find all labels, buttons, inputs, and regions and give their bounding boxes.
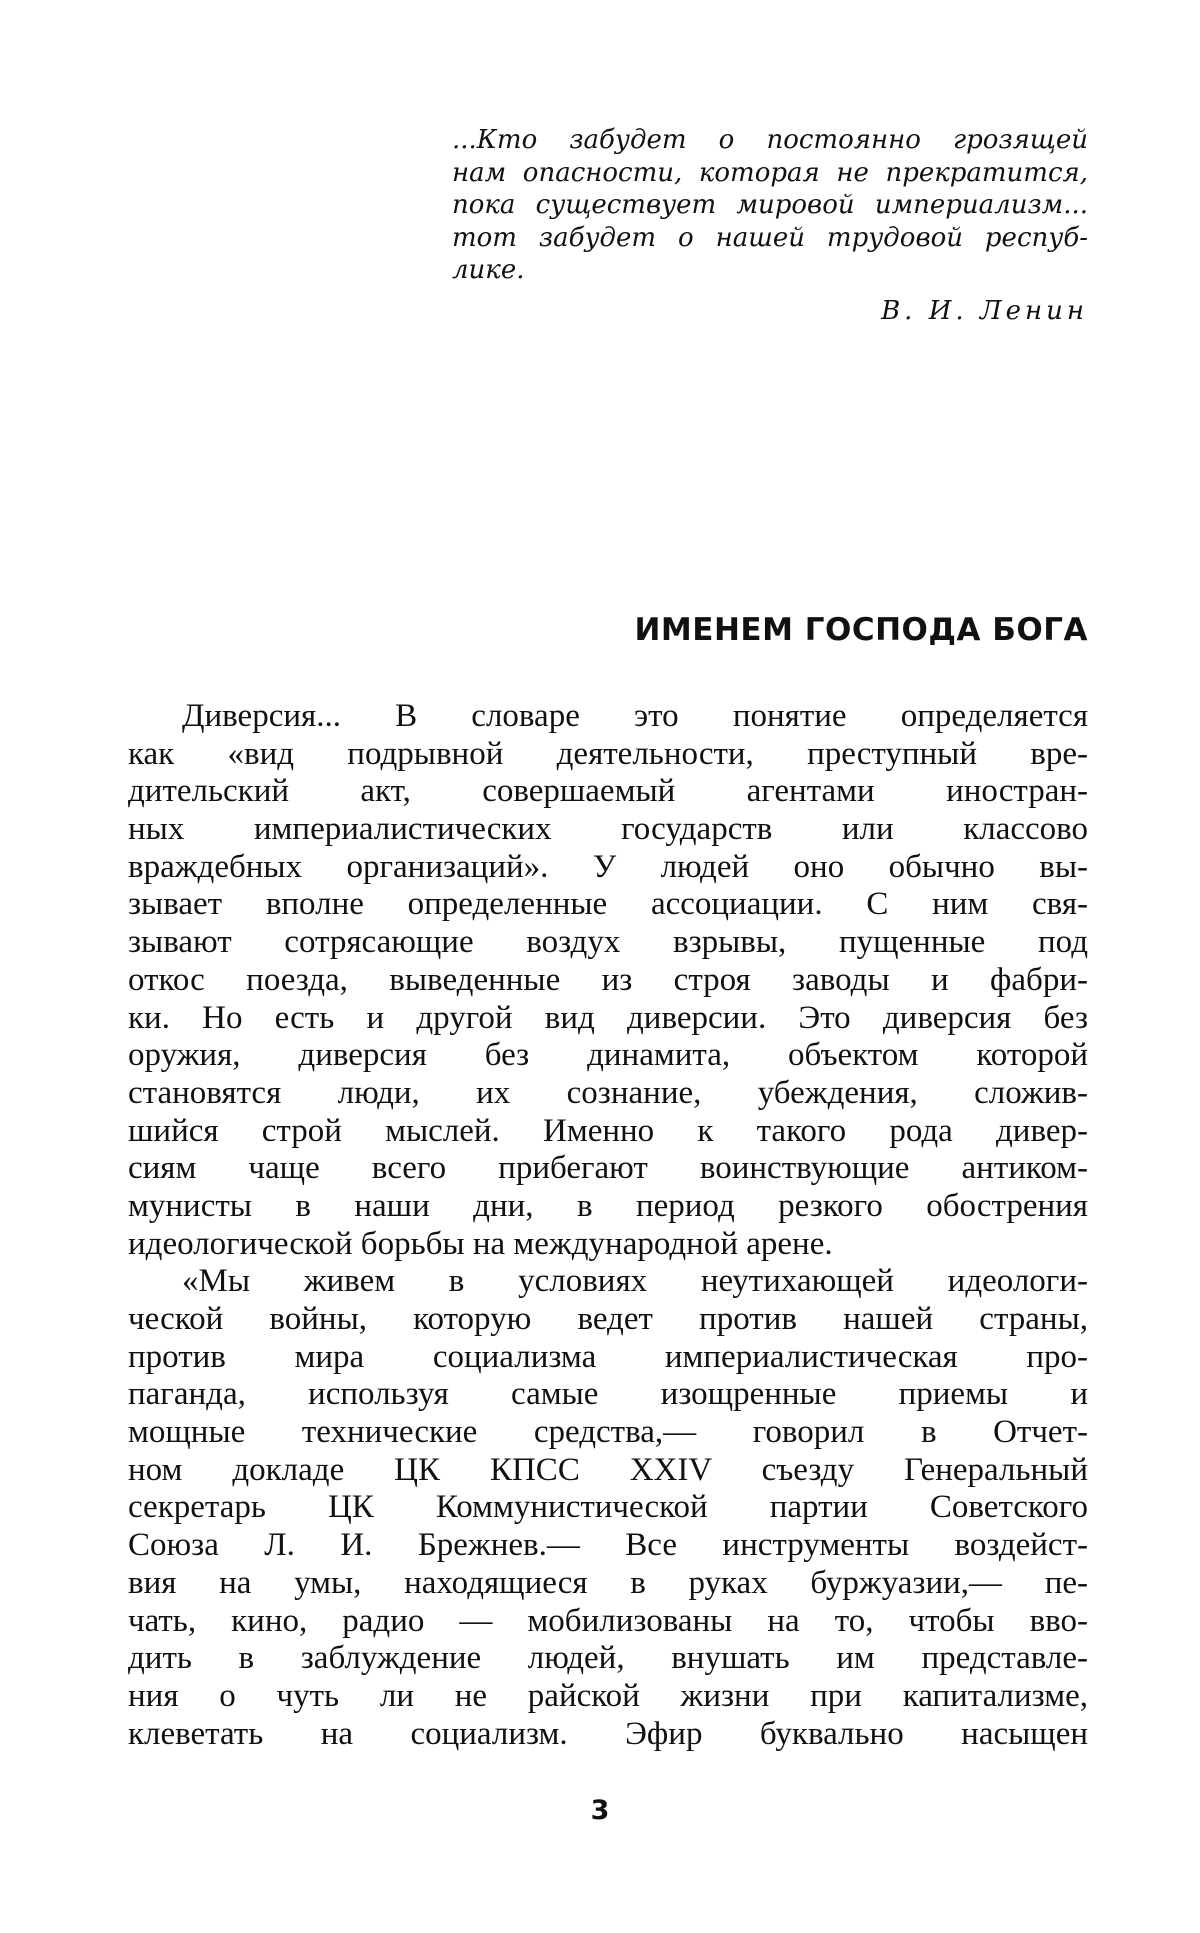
text-line: вия на умы, находящиеся в руках буржуазии,— пе- <box>128 1564 1088 1601</box>
text-line: мощные технические средства,— говорил в Отчет- <box>128 1414 1088 1451</box>
text-line: секретарь ЦК Коммунистической партии Советского <box>128 1489 1088 1526</box>
text-line: зывает вполне определенные ассоциации. С ним свя- <box>128 886 1088 923</box>
text-line: как «вид подрывной деятельности, преступный вре- <box>128 735 1088 772</box>
text-line: зывают сотрясающие воздух взрывы, пущенные под <box>128 924 1088 961</box>
text-line: откос поезда, выведенные из строя заводы и фабри- <box>128 961 1088 998</box>
epigraph-line: пока существует мировой империализм... <box>452 190 1088 221</box>
text-line: мунисты в наши дни, в период резкого обострения <box>128 1187 1088 1224</box>
body-text <box>128 698 1088 1753</box>
text-line: ки. Но есть и другой вид диверсии. Это диверсия без <box>128 999 1088 1036</box>
text-line: шийся строй мыслей. Именно к такого рода дивер- <box>128 1112 1088 1149</box>
epigraph <box>452 124 1088 287</box>
text-line: Союза Л. И. Брежнев.— Все инструменты воздейст- <box>128 1527 1088 1564</box>
text-line: идеологической борьбы на международной арене. <box>128 1225 833 1262</box>
text-line: Диверсия... В словаре это понятие определяется <box>182 698 1088 734</box>
text-line: ческой войны, которую ведет против нашей страны, <box>128 1301 1088 1337</box>
text-line: паганда, используя самые изощренные приемы и <box>128 1376 1088 1413</box>
epigraph-line: тот забудет о нашей трудовой респуб- <box>452 222 1088 253</box>
text-line: «Мы живем в условиях неутихающей идеологи- <box>182 1263 1088 1300</box>
text-line: ных империалистических государств или классово <box>128 811 1088 848</box>
text-line: ния о чуть ли не райской жизни при капитализме, <box>128 1677 1088 1714</box>
epigraph-line: ...Кто забудет о постоянно грозящей <box>452 125 1088 155</box>
text-line: против мира социализма империалистическая про- <box>128 1338 1088 1375</box>
epigraph-line: нам опасности, которая не прекратится, <box>452 157 1088 188</box>
text-line: становятся люди, их сознание, убеждения, сложив- <box>128 1074 1088 1111</box>
text-line: клеветать на социализм. Эфир буквально насыщен <box>128 1715 1088 1752</box>
text-line: оружия, диверсия без динамита, объектом которой <box>128 1037 1088 1074</box>
chapter-title: ИМЕНЕМ ГОСПОДА БОГА <box>634 612 1088 648</box>
epigraph-line: лике. <box>452 255 525 286</box>
text-line: враждебных организаций». У людей оно обычно вы- <box>128 848 1088 885</box>
text-line: дительский акт, совершаемый агентами иностран- <box>128 773 1088 810</box>
page-number: 3 <box>590 1795 610 1826</box>
text-line: ном докладе ЦК КПСС XXIV съезду Генеральный <box>128 1451 1088 1488</box>
epigraph-author: В. И. Ленин <box>881 296 1088 326</box>
text-line: сиям чаще всего прибегают воинствующие антиком- <box>128 1150 1088 1187</box>
text-line: дить в заблуждение людей, внушать им представле- <box>128 1640 1088 1677</box>
text-line: чать, кино, радио — мобилизованы на то, чтобы вво- <box>128 1602 1088 1639</box>
